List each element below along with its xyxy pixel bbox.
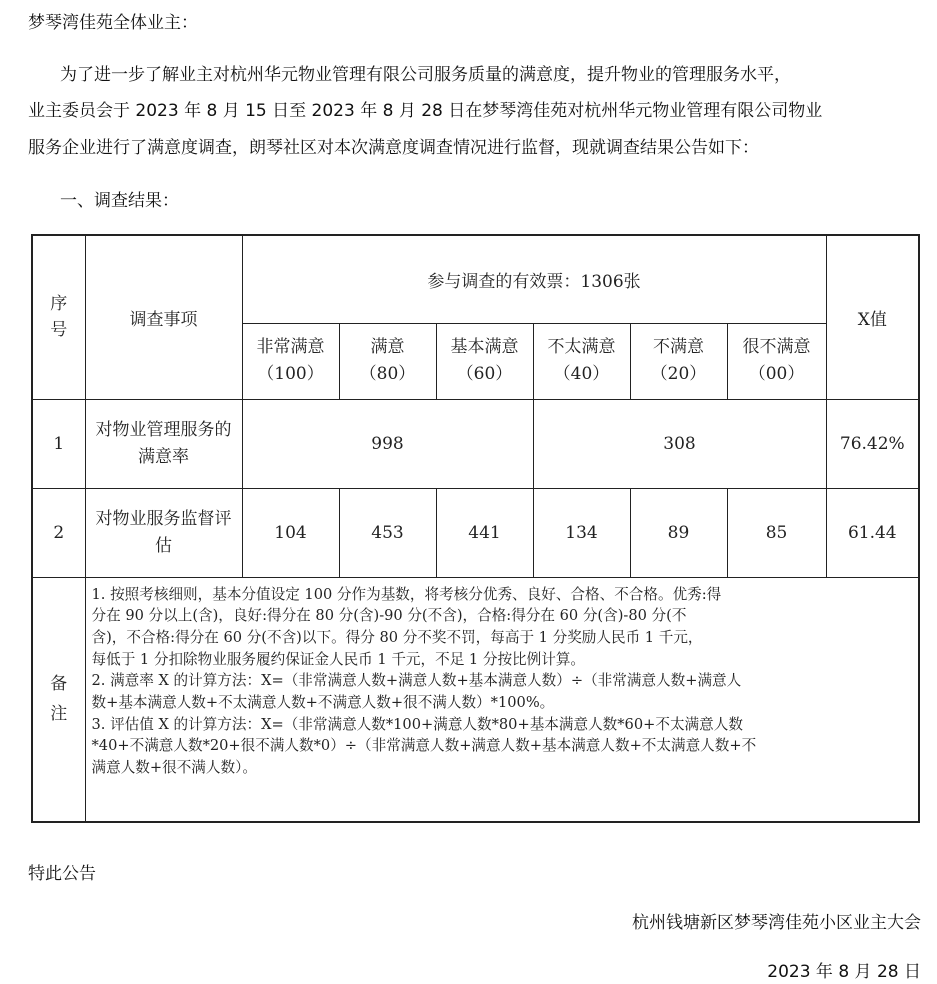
signer: 杭州钱塘新区梦琴湾佳苑小区业主大会 (632, 913, 921, 933)
level-basic-satisfied (436, 323, 533, 399)
note-line: 分在 90 分以上(含)，良好:得分在 80 分(含)-90 分(不含)，合格:得分在 60 分(含)-80 分(不 (91, 607, 687, 625)
table-row (32, 399, 919, 488)
row-item (85, 488, 242, 577)
signature-date: 2023 年 8 月 28 日 (767, 962, 921, 982)
header-seq-text: 序号 (50, 294, 68, 341)
table-row (32, 488, 919, 577)
level-very-satisfied (242, 323, 339, 399)
note-line: *40+不满意人数*20+很不满人数*0）÷（非常满意人数+满意人数+基本满意人数+不太满意人数+不 (91, 737, 757, 755)
level-name: 基本满意 (450, 337, 519, 357)
section-title: 一、调查结果： (60, 191, 179, 211)
header-item: 调查事项 (85, 235, 242, 399)
row-satisfied-count: 998 (242, 399, 533, 488)
note-line: 3. 评估值 X 的计算方法：X=（非常满意人数*100+满意人数*80+基本满意人数*60+不太满意人数 (91, 715, 743, 733)
row-value: 85 (727, 488, 826, 577)
level-score: （100） (257, 364, 324, 384)
note-line: 1. 按照考核细则，基本分值设定 100 分作为基数，将考核分优秀、良好、合格、不合格。优秀:得 (91, 585, 722, 603)
notes-label (32, 577, 85, 822)
notes-content (85, 577, 919, 822)
note-line: 每低于 1 分扣除物业服务履约保证金人民币 1 千元，不足 1 分按比例计算。 (91, 650, 586, 668)
notes-row (32, 577, 919, 822)
row-seq: 1 (32, 399, 85, 488)
row-value: 134 (533, 488, 630, 577)
row-x-value: 76.42% (826, 399, 919, 488)
level-score: （80） (359, 364, 416, 384)
level-satisfied (339, 323, 436, 399)
row-seq: 2 (32, 488, 85, 577)
survey-result-table (31, 234, 920, 823)
note-line: 满意人数+很不满人数）。 (91, 759, 257, 777)
greeting: 梦琴湾佳苑全体业主： (28, 13, 198, 33)
note-line: 数+基本满意人数+不太满意人数+不满意人数+很不满人数）*100%。 (91, 694, 555, 712)
header-votes: 参与调查的有效票：1306张 (242, 235, 826, 323)
level-name: 满意 (370, 337, 405, 357)
notice-text: 特此公告 (28, 864, 96, 884)
level-score: （00） (748, 364, 805, 384)
level-less-satisfied (533, 323, 630, 399)
header-seq (32, 235, 85, 399)
row-x-value: 61.44 (826, 488, 919, 577)
level-very-unsatisfied (727, 323, 826, 399)
row-value: 441 (436, 488, 533, 577)
level-score: （40） (553, 364, 610, 384)
notes-label-text: 备注 (50, 674, 68, 725)
level-unsatisfied (630, 323, 727, 399)
row-value: 104 (242, 488, 339, 577)
note-line: 含)，不合格:得分在 60 分(不含)以下。得分 80 分不奖不罚，每高于 1 分奖励人民币 1 千元， (91, 628, 703, 646)
row-value: 453 (339, 488, 436, 577)
note-line: 2. 满意率 X 的计算方法：X=（非常满意人数+满意人数+基本满意人数）÷（非常满意人数+满意人 (91, 672, 742, 690)
level-name: 不太满意 (547, 337, 616, 357)
level-name: 不满意 (653, 337, 704, 357)
body-line-2: 业主委员会于 2023 年 8 月 15 日至 2023 年 8 月 28 日在梦琴湾佳苑对杭州华元物业管理有限公司物业 (28, 101, 823, 121)
row-item-text: 对物业管理服务的满意率 (95, 419, 232, 467)
body-line-3: 服务企业进行了满意度调查，朗琴社区对本次满意度调查情况进行监督，现就调查结果公告如下： (28, 138, 759, 158)
level-score: （60） (456, 364, 513, 384)
header-x: X值 (826, 235, 919, 399)
row-item-text: 对物业服务监督评估 (95, 508, 232, 556)
row-value: 89 (630, 488, 727, 577)
body-line-1: 为了进一步了解业主对杭州华元物业管理有限公司服务质量的满意度，提升物业的管理服务水平， (60, 65, 791, 85)
row-item (85, 399, 242, 488)
row-unsatisfied-count: 308 (533, 399, 826, 488)
level-score: （20） (650, 364, 707, 384)
level-name: 非常满意 (256, 337, 325, 357)
level-name: 很不满意 (742, 337, 811, 357)
